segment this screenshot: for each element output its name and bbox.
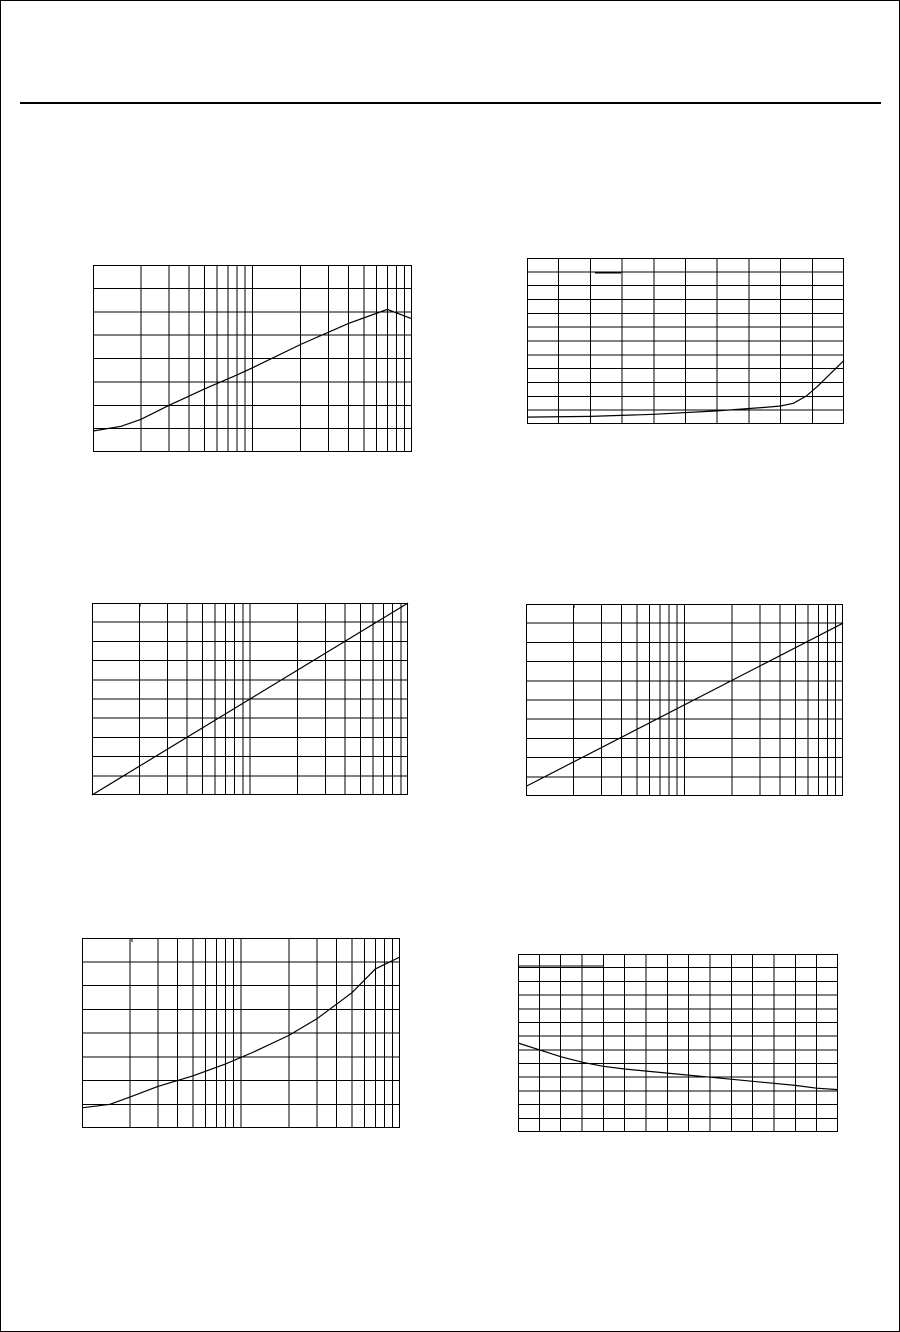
chart-6 (518, 954, 838, 1132)
header-rule (20, 102, 881, 104)
chart-4 (526, 604, 843, 796)
chart-2 (527, 258, 844, 424)
chart-1 (93, 265, 412, 452)
chart-5 (82, 938, 400, 1128)
chart-3 (92, 603, 408, 795)
